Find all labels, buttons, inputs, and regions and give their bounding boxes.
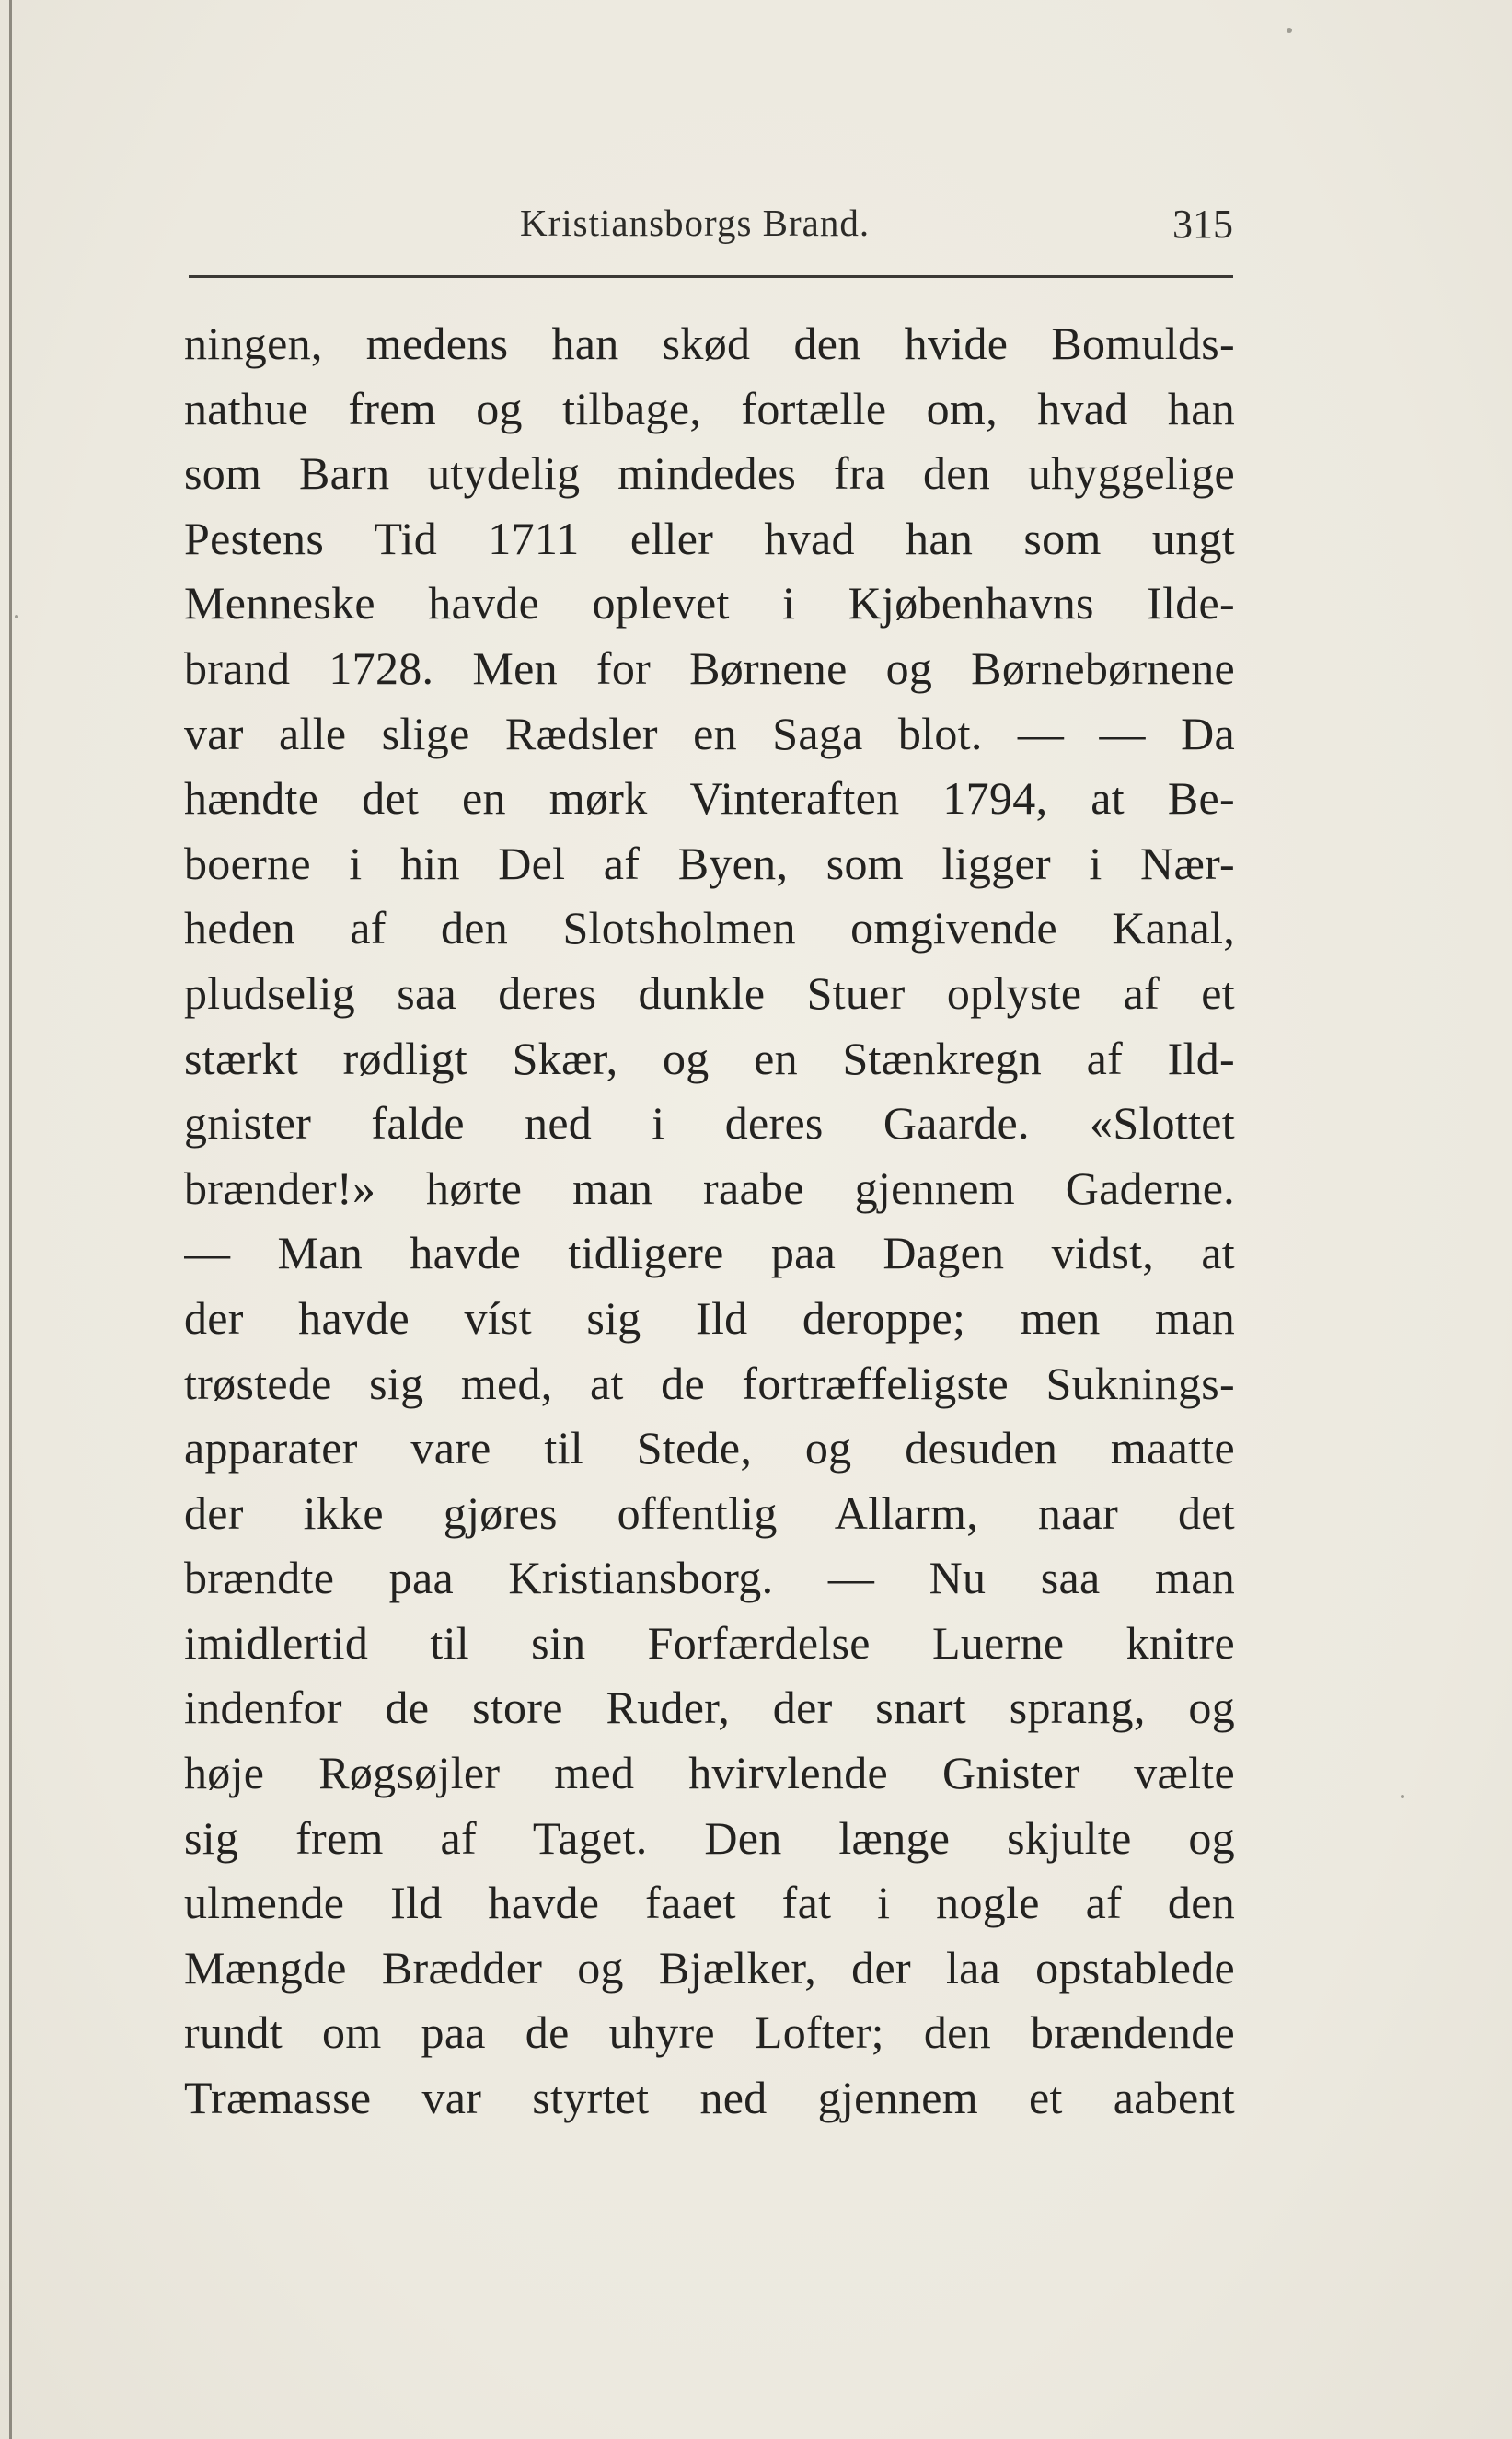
text-line: apparater vare til Stede, og desuden maatte bbox=[184, 1422, 1235, 1474]
text-line: Træmasse var styrtet ned gjennem et aabent bbox=[184, 2072, 1235, 2124]
text-line: ulmende Ild havde faaet fat i nogle af den bbox=[184, 1877, 1235, 1929]
running-head bbox=[189, 193, 1233, 258]
page-binding-edge bbox=[9, 0, 12, 2439]
text-line: stærkt rødligt Skær, og en Stænkregn af Ild- bbox=[184, 1032, 1235, 1084]
text-line: gnister falde ned i deres Gaarde. «Slottet bbox=[184, 1097, 1235, 1150]
text-line: brændte paa Kristiansborg. — Nu saa man bbox=[184, 1552, 1235, 1604]
paper-speck bbox=[1401, 1795, 1404, 1798]
text-line: Menneske havde oplevet i Kjøbenhavns Ilde- bbox=[184, 577, 1235, 630]
text-line: der ikke gjøres offentlig Allarm, naar det bbox=[184, 1486, 1235, 1539]
text-line: rundt om paa de uhyre Lofter; den brændende bbox=[184, 2006, 1235, 2059]
text-line: boerne i hin Del af Byen, som ligger i Nær- bbox=[184, 837, 1235, 889]
text-line: indenfor de store Ruder, der snart sprang, og bbox=[184, 1682, 1235, 1734]
text-line: brænder!» hørte man raabe gjennem Gaderne. bbox=[184, 1162, 1235, 1214]
text-line: brand 1728. Men for Børnene og Børnebørnene bbox=[184, 642, 1235, 694]
text-line: var alle slige Rædsler en Saga blot. — — Da bbox=[184, 707, 1235, 759]
header-rule bbox=[189, 275, 1233, 278]
running-title: Kristiansborgs Brand. bbox=[520, 202, 871, 244]
text-line: sig frem af Taget. Den længe skjulte og bbox=[184, 1811, 1235, 1864]
text-line: trøstede sig med, at de fortræffeligste Suknings- bbox=[184, 1357, 1235, 1409]
text-line: Mængde Brædder og Bjælker, der laa opstablede bbox=[184, 1941, 1235, 1994]
text-line: der havde víst sig Ild deroppe; men man bbox=[184, 1291, 1235, 1344]
text-line: nathue frem og tilbage, fortælle om, hvad han bbox=[184, 382, 1235, 434]
page-number: 315 bbox=[1172, 202, 1233, 247]
text-line: Pestens Tid 1711 eller hvad han som ungt bbox=[184, 512, 1235, 564]
body-text bbox=[184, 311, 1235, 2131]
text-line: heden af den Slotsholmen omgivende Kanal, bbox=[184, 902, 1235, 954]
text-line: hændte det en mørk Vinteraften 1794, at Be- bbox=[184, 772, 1235, 825]
text-line: imidlertid til sin Forfærdelse Luerne knitre bbox=[184, 1616, 1235, 1669]
text-line: — Man havde tidligere paa Dagen vidst, at bbox=[184, 1227, 1235, 1279]
paper-speck bbox=[1287, 28, 1292, 33]
text-line: pludselig saa deres dunkle Stuer oplyste af et bbox=[184, 966, 1235, 1019]
paper-speck bbox=[15, 615, 18, 618]
text-line: ningen, medens han skød den hvide Bomulds- bbox=[184, 318, 1235, 369]
text-line: høje Røgsøjler med hvirvlende Gnister vælte bbox=[184, 1747, 1235, 1799]
text-line: som Barn utydelig mindedes fra den uhyggelige bbox=[184, 447, 1235, 500]
